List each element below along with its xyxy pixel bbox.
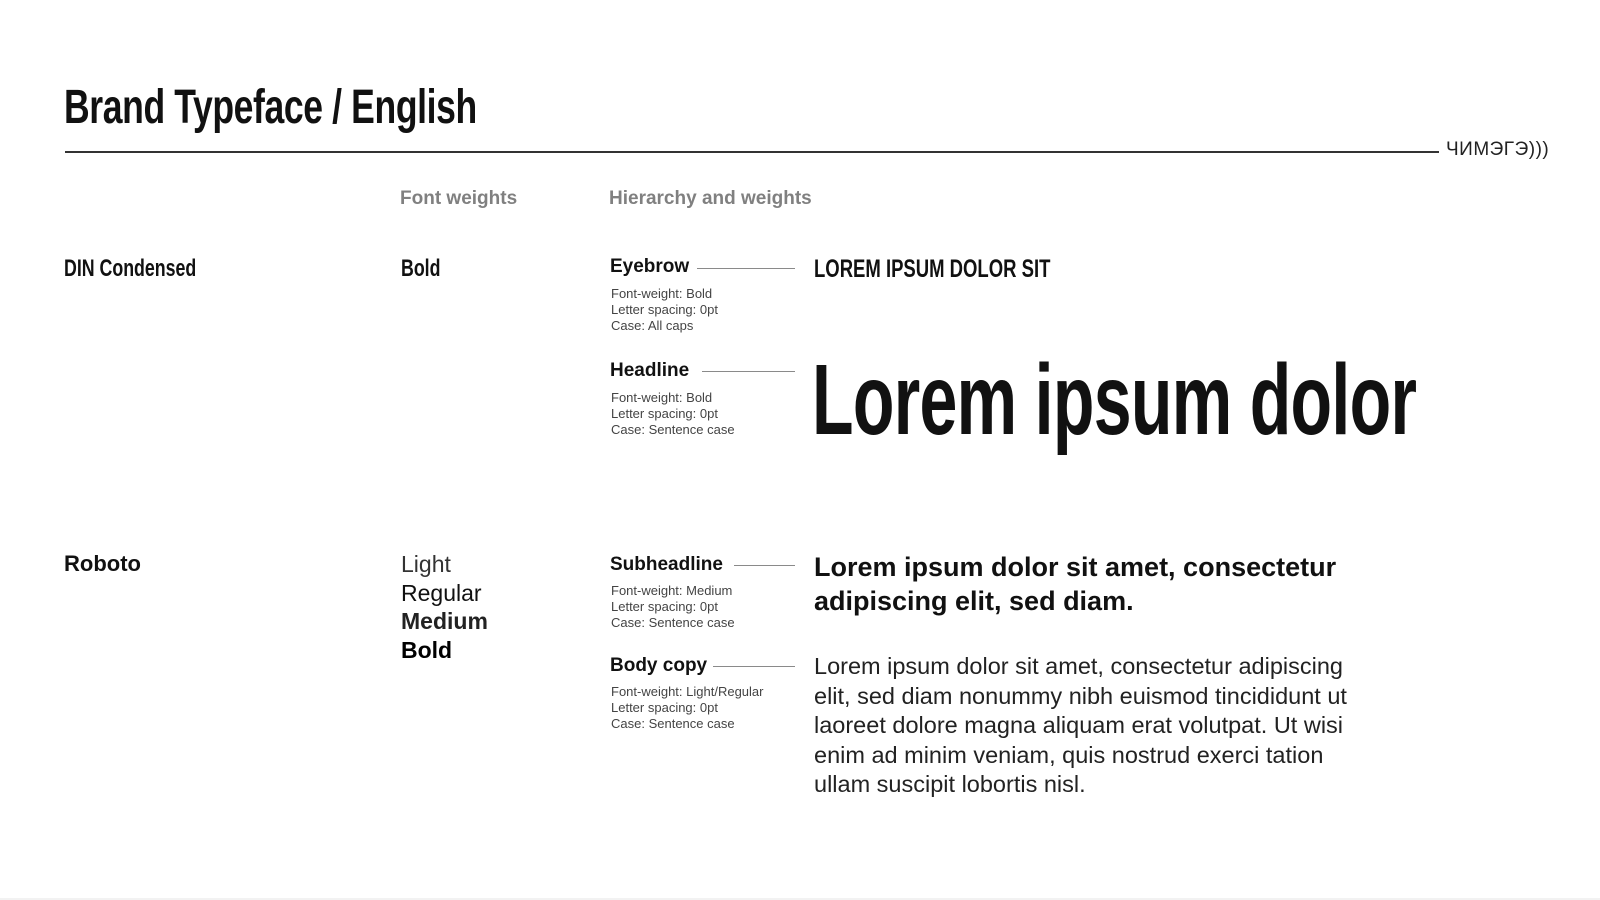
subheadline-spec-spacing: Letter spacing: 0pt (611, 599, 718, 614)
subheadline-label: Subheadline (610, 554, 723, 575)
eyebrow-spec-case: Case: All caps (611, 318, 694, 333)
body-copy-spec-case: Case: Sentence case (611, 716, 735, 731)
subheadline-spec (611, 583, 735, 631)
weight-bold: Bold (401, 636, 453, 663)
font-weights-heading: Font weights (400, 188, 518, 209)
headline-spec (611, 390, 735, 438)
eyebrow-spec (611, 286, 718, 334)
weight-medium: Medium (401, 608, 488, 634)
headline-spec-weight: Font-weight: Bold (611, 390, 713, 405)
subheadline-sample: Lorem ipsum dolor sit amet, consectetur adipiscing elit, sed diam. (814, 552, 1337, 616)
eyebrow-label: Eyebrow (610, 256, 690, 277)
body-copy-sample: Lorem ipsum dolor sit amet, consectetur adipiscing elit, sed diam nonummy nibh euismod tincididunt ut laoreet dolore magna aliquam erat volutpat. Ut wisi enim ad minim veniam, quis nostrud exerci tation ullam suscipit lobortis nisl. (814, 653, 1347, 797)
weight-light: Light (401, 551, 451, 577)
body-copy-label: Body copy (610, 655, 708, 676)
eyebrow-spec-weight: Font-weight: Bold (611, 286, 713, 301)
body-copy-spec-weight: Font-weight: Light/Regular (611, 684, 764, 699)
hierarchy-heading: Hierarchy and weights (609, 188, 812, 209)
subheadline-spec-case: Case: Sentence case (611, 615, 735, 630)
subheadline-leader-line (734, 565, 795, 566)
typeface-weight-list-roboto (401, 550, 488, 664)
typeface-name-roboto: Roboto (64, 551, 141, 576)
eyebrow-spec-spacing: Letter spacing: 0pt (611, 302, 718, 317)
typeface-name-din: DIN Condensed (64, 255, 197, 282)
body-copy-leader-line (713, 666, 795, 667)
headline-label: Headline (610, 360, 690, 381)
body-copy-spec (611, 684, 763, 732)
subheadline-spec-weight: Font-weight: Medium (611, 583, 733, 598)
brand-logo: ЧИМЭГЭ))) (1446, 139, 1550, 160)
header-divider (65, 151, 1439, 153)
headline-sample: Lorem ipsum dolor (812, 344, 1417, 456)
eyebrow-leader-line (697, 268, 795, 269)
headline-spec-spacing: Letter spacing: 0pt (611, 406, 718, 421)
eyebrow-sample: LOREM IPSUM DOLOR SIT (814, 255, 1051, 283)
page-title: Brand Typeface / English (64, 81, 477, 134)
body-copy-spec-spacing: Letter spacing: 0pt (611, 700, 718, 715)
headline-leader-line (702, 371, 795, 372)
weight-regular: Regular (401, 579, 482, 606)
typeface-weight-din-bold: Bold (401, 255, 441, 282)
headline-spec-case: Case: Sentence case (611, 422, 735, 437)
